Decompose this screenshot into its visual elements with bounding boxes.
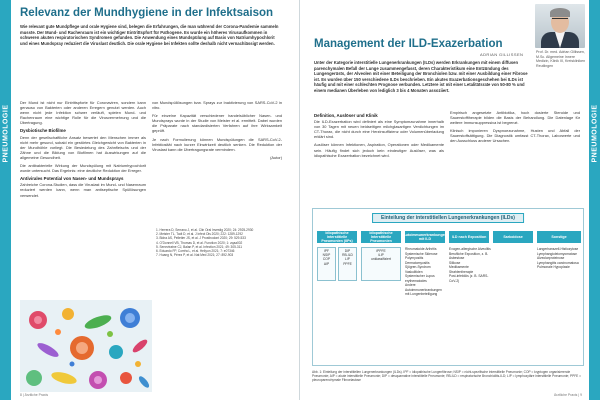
- author-signature: (Autor): [270, 154, 282, 160]
- diagram-item: Strahlentherapie: [449, 269, 474, 274]
- paragraph: Für einzelne Kapazität verschiedener handelsüblicher Nasen- und Mundsprays wurde in der Studie von Meister et al. ermittelt. Dabei wurden die Präparate nach standardisierten Verfahren auf ihre Wirksamkeit geprüft.: [152, 113, 282, 134]
- diagram-item: Pulmonale Hypoplasie: [537, 265, 570, 269]
- paragraph: Auslöser können Infektionen, Aspiration, Operationen oder Medikamente sein. Häufig findet sich jedoch kein eindeutiger Auslöser, was als idiopathische Exazerbation bezeichnet wird.: [314, 142, 444, 158]
- diagram-box-rare: [361, 247, 401, 281]
- page-footer: Ärztliche Praxis | 9: [553, 393, 582, 397]
- diagram-item: Systemischer Lupus erythematodes: [405, 274, 435, 283]
- diagram-list-other: [537, 247, 583, 270]
- paragraph: Klinisch imponieren Dyspnoezunahme, Husten und Abfall der Sauerstoffsättigung. Die Diagnostik umfasst CT-Thorax, Laborwerte und den Ausschluss anderer Ursachen.: [450, 128, 580, 144]
- references-list: [156, 228, 282, 257]
- text-column-1: [314, 110, 444, 161]
- diagram-item: Asbestose: [449, 256, 465, 260]
- diagram-item: iLIP: [378, 253, 384, 258]
- diagram-box-iip: [317, 247, 336, 281]
- reference-item: 2. Meister TL, Todt D, et al. J Infect Dis 2020; 222: 1289-1292: [156, 232, 243, 237]
- subheading: Antivirales Potential von Nasen- und Mundsprays: [20, 176, 124, 182]
- diagram-category: Idiopathische Interstitielle Pneumonien: [361, 231, 401, 243]
- paragraph: von Mundspüllösungen bzw. Sprays zur Inaktivierung von SARS-CoV-2 in vitro.: [152, 100, 282, 111]
- diagram-item: Lymphangioleiomyomatose: [537, 251, 578, 256]
- paragraph: Der Mund ist nicht nur Eintrittspforte für Coronaviren, sondern kann genauso von Bakterien oder anderen Erregern genutzt werden. Auch wenn nicht jede Infektion schwer verläuft, spielen Mund- und Rachenraum eine wichtige Rolle für die Virusvermehrung und die Übertragung.: [20, 100, 146, 126]
- diagram-item: Silikose: [449, 260, 461, 265]
- reference-item: 6. Eduardo FP, Corrêa L, et al. Heliyon 2021; 7: e07346: [156, 249, 235, 254]
- paragraph: Die antibakterielle Wirkung der Mundspülung mit Natriumhypochlorit wurde untersucht. Das Ergebnis: eine deutliche Reduktion der Erreger.: [20, 163, 146, 174]
- article-title: Relevanz der Mundhygiene in der Infektsaison: [20, 7, 274, 19]
- diagram-item: Post-infektiös (z. B. SARS-CoV-2): [449, 274, 489, 283]
- diagram-caption: Abb. 1: Einteilung der interstitiellen Lungenerkrankungen (ILDs). IPF = idiopathische Lungenfibrose; NSIP = nicht-spezifische interstitielle Pneumonie; COP = kryptogen organisierende Pneumonie; AIP = akute interstitielle Pneumonie; DIP = desquamative interstitielle Pneumonie; RB-ILD = respiratorische Bronchiolitis-ILD; LIP = lymphozytäre interstitielle Pneumonie; PPFE = pleuroparenchymale Fibroelastose: [312, 370, 582, 383]
- reference-item: 3. Bidra AS, Pelletier JS, et al. J Prosthodont 2020; 29: 529-533: [156, 236, 246, 241]
- section-tab-label: PNEUMOLOGIE: [2, 104, 9, 163]
- diagram-item: Dermatomyositis: [405, 260, 430, 265]
- ild-classification-diagram: [312, 208, 584, 366]
- paragraph: Zahlreiche Corona-Studien, dass die Viruslast im Mund- und Nasenraum reduziert werden kann, wenn man antiseptische Spüllösungen verwendet.: [20, 182, 146, 198]
- author-photo: [535, 4, 585, 48]
- diagram-title: Einteilung der interstitiellen Lungenerkrankungen (ILDs): [372, 213, 524, 223]
- text-column-2: [450, 110, 580, 147]
- diagram-item: Berufliche Exposition, z. B.: [449, 251, 489, 256]
- diagram-item: PPFE: [343, 261, 352, 266]
- diagram-list-autoimmune: [405, 247, 445, 297]
- right-page: [300, 0, 600, 400]
- diagram-item: Systemische Sklerose: [405, 251, 438, 256]
- section-tab: [589, 0, 600, 400]
- paragraph: Je nach Formulierung können Mundspülungen die SARS-CoV-2-Infektiosität nach kurzer Einwirkzeit deutlich senken. Die Reduktion der Viruslast kann die Übertragungsrate vermindern.: [152, 136, 282, 152]
- diagram-item: DIP: [344, 249, 351, 253]
- article-title: Management der ILD-Exazerbation: [314, 38, 503, 50]
- diagram-item: Exogen-allergische Alveolitis: [449, 247, 491, 251]
- diagram-item: IPF: [323, 249, 330, 253]
- diagram-item: Alveolarproteinose: [537, 256, 565, 260]
- paragraph: Empirisch angesetzte Antibiotika, hoch dosierte Steroide und Sauerstofftherapie bilden die Basis der Behandlung. Die Datenlage für weitere Immunsuppressiva ist begrenzt.: [450, 110, 580, 126]
- diagram-item: unklassifiziert: [371, 257, 391, 262]
- diagram-item: Rheumatoide Arthritis: [405, 247, 437, 251]
- bacteria-virus-image: [20, 300, 152, 392]
- diagram-item: Andere Autoimmunerkrankungen mit Lungenbeteiligung: [405, 283, 442, 296]
- diagram-category: ILD nach Exposition: [449, 231, 489, 243]
- diagram-category: Idiopathische interstitielle Pneumonien (IIPs): [317, 231, 357, 243]
- diagram-item: NSIP: [322, 253, 331, 258]
- section-tab-label: PNEUMOLOGIE: [591, 104, 598, 163]
- diagram-box-iip-right: [338, 247, 357, 281]
- subheading: Definition, Auslöser und Klinik: [314, 113, 378, 118]
- diagram-list-exposure: [449, 247, 491, 283]
- article-intro: Unter der Kategorie interstitielle Lungenerkrankungen (ILDs) werden Erkrankungen mit einem diffusen parenchymalen Befall der Lunge zusammengefasst, deren Charakteristikum eine Entzündung des Lungengerüsts, der Alveolen mit einer Beteiligung der Bronchiolen bzw. mit einer Ausbildung einer Fibrose ist. Es wurden über 150 verschiedene ILDs beschrieben. Ein akutes Exazerbationsgeschehen bei ILDs ist häufig und mit einer schlechten Prognose verbunden. Letztere ist mit einer Letalitätsrate von 50-80 % und einem medianen Überleben von lediglich 3 bis 4 Monaten assoziiert.: [314, 60, 528, 93]
- article-author: ADRIAN GILLISSEN: [480, 52, 524, 57]
- diagram-item: Vaskulitiden: [405, 269, 423, 274]
- diagram-item: Polymyositis: [405, 256, 424, 260]
- text-column-1: [20, 100, 146, 201]
- paragraph: Die ILD-Exazerbation wird definiert als eine Symptomzunahme innerhalb von 30 Tagen mit neuen beidseitigen milchglasartigen Verdichtungen im CT-Thorax, die nicht durch eine Herzinsuffizienz oder Volumenüberladung erklärt sind.: [314, 119, 444, 140]
- reference-item: 7. Huang N, Pérez P, et al. Nat Med 2021; 27: 892-903: [156, 253, 234, 258]
- diagram-item: iPPFE: [376, 249, 386, 253]
- diagram-item: Sjögren-Syndrom: [405, 265, 431, 269]
- diagram-item: Langerhanszell-Histiozytose: [537, 247, 579, 251]
- article-intro: Wie relevant gute Mundpflege und orale Hygiene sind, belegen die Erfahrungen, die man während der Corona-Pandemie sammeln musste. Der Mund- und Rachenraum ist ein wichtiger Eintrittspfort für Pathogene. Es wurde ein höheres Virusaufkommen in schweren akuten respiratorischen Syndromen gefunden. Die Anwendung eines Mundspülung auf Basis von Natriumhypochlorit und eines Mundspray reduziert die Viruslast deutlich. Die orale Hygiene bei Infekten sollte deshalb nicht vernachlässigt werden.: [20, 24, 279, 46]
- page-footer: 8 | Ärztliche Praxis: [20, 393, 49, 397]
- subheading: Dysbiotische Biofilme: [20, 128, 66, 134]
- reference-item: 1. Herrera D, Serrano J, et al. Clin Oral Investig 2020; 24: 2925-2930: [156, 228, 254, 232]
- diagram-item: AIP: [323, 261, 330, 266]
- diagram-item: Lymphangitis carcinomatosa: [537, 260, 579, 265]
- diagram-item: LIP: [345, 257, 350, 262]
- diagram-category: Autoimmunerkrankungen mit ILD: [403, 233, 447, 241]
- diagram-item: RB-ILD: [342, 253, 353, 258]
- reference-item: 5. Seneviratne CJ, Balan P, et al. Infection 2021; 49: 305-311: [156, 244, 243, 249]
- paragraph: Denn der gesellschaftliche Ansatz bewertet den Menschen immer als nicht mehr gesund, sobald ein gestörtes Gleichgewicht von Bakterien in der Mundhöhle vorliegt. Die Besiedelung des Zahnfleischs und der Zähne und die Bildung von Biofilmen hat Auswirkungen auf die allgemeine Gesundheit.: [20, 134, 146, 160]
- author-photo-caption: Prof. Dr. med. Adrian Gillissen, M.Sc. Allgemeine Innere Medizin, Klinik III, Kreiskliniken Reutlingen: [536, 50, 586, 68]
- diagram-item: Medikamente: [449, 265, 469, 269]
- germs-illustration: [20, 300, 152, 392]
- diagram-item: COP: [322, 257, 331, 262]
- diagram-category: Sarkoidose: [493, 231, 533, 243]
- reference-item: 4. O'Donnell VB, Thomas D, et al. Function 2020; 1: zqaa002: [156, 240, 243, 245]
- diagram-category: Sonstige: [537, 231, 581, 243]
- text-column-2: [152, 100, 282, 163]
- section-tab: [0, 0, 11, 400]
